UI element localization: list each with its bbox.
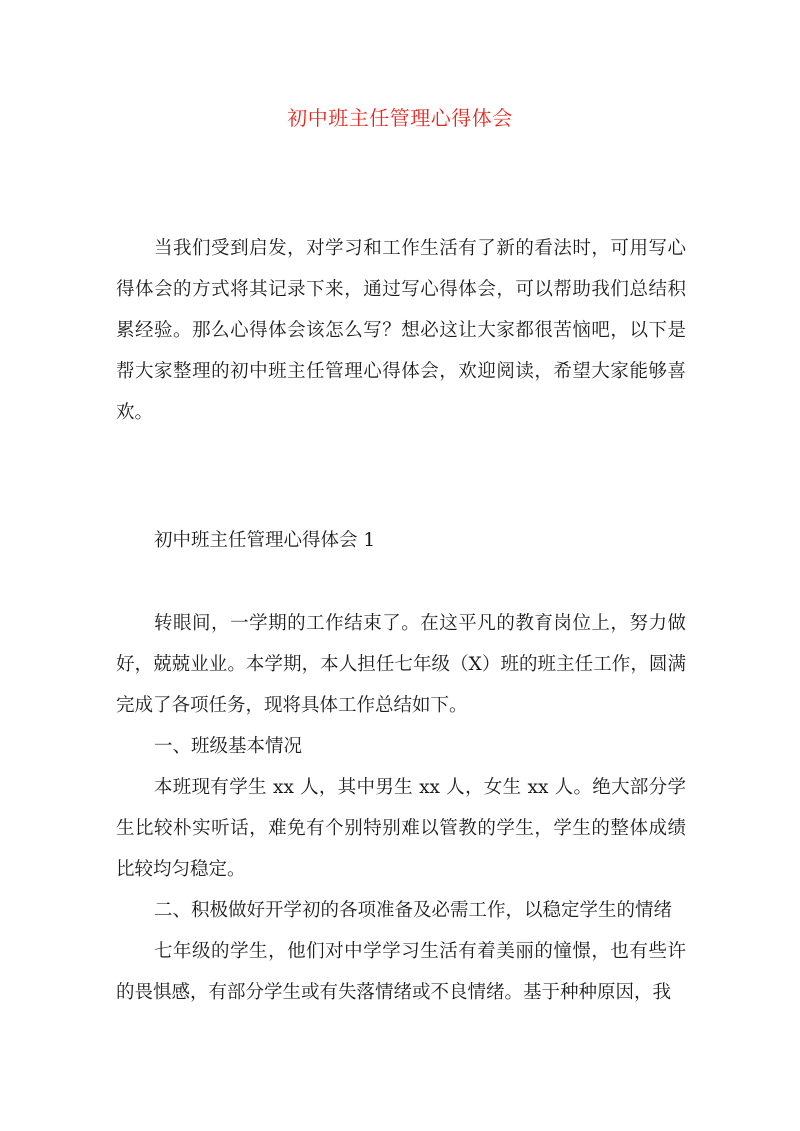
subheading-1: 一、班级基本情况 xyxy=(154,736,303,757)
body-paragraph-1: 转眼间，一学期的工作结束了。在这平凡的教育岗位上，努力做好，兢兢业业。本学期，本人担任七年级（X）班的班主任工作，圆满完成了各项任务，现将具体工作总结如下。 xyxy=(116,613,686,716)
intro-paragraph: 当我们受到启发，对学习和工作生活有了新的看法时，可用写心得体会的方式将其记录下来，通过写心得体会，可以帮助我们总结积累经验。那么心得体会该怎么写？想必这让大家都很苦恼吧，以下是帮大家整理的初中班主任管理心得体会，欢迎阅读，希望大家能够喜欢。 xyxy=(116,238,686,423)
section-title: 初中班主任管理心得体会 1 xyxy=(154,530,376,551)
body-paragraph-2: 本班现有学生 xx 人，其中男生 xx 人，女生 xx 人。绝大部分学生比较朴实听话，难免有个别特别难以管教的学生，学生的整体成绩比较均匀稳定。 xyxy=(116,777,686,880)
body-paragraph-3: 七年级的学生，他们对中学学习生活有着美丽的憧憬，也有些许的畏惧感，有部分学生或有失落情绪或不良情绪。基于种种原因，我 xyxy=(116,941,686,1003)
document-title: 初中班主任管理心得体会 xyxy=(287,106,513,130)
subheading-2: 二、积极做好开学初的各项准备及必需工作，以稳定学生的情绪 xyxy=(154,900,673,921)
